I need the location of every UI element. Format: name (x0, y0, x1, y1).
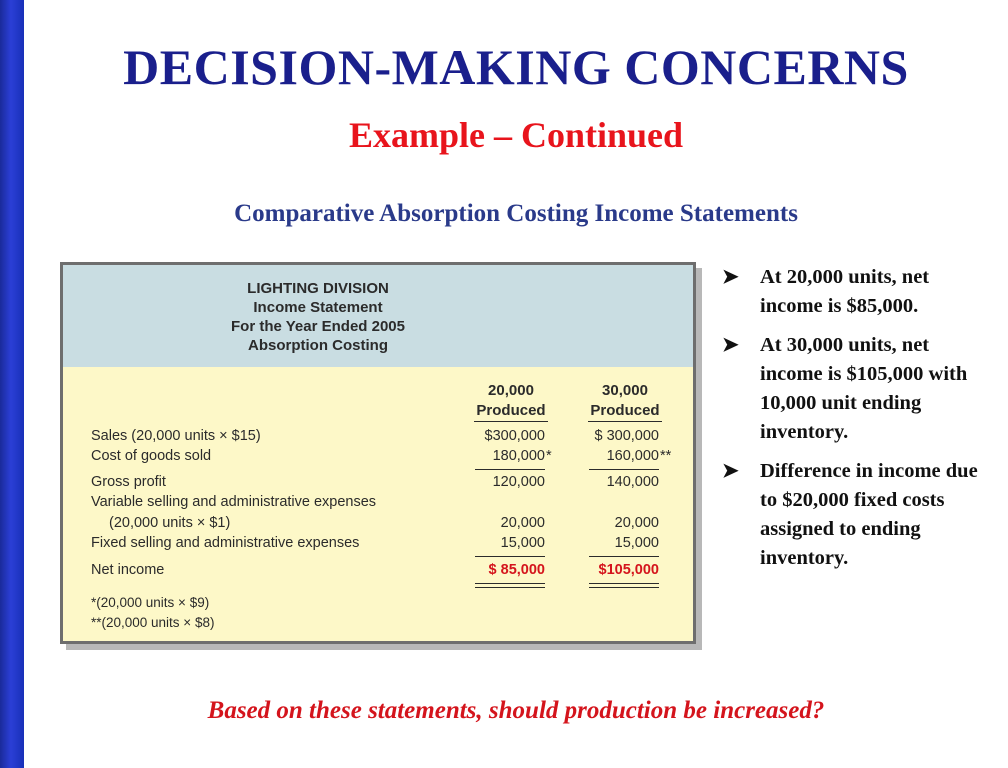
total-double-rule (475, 587, 545, 588)
column-header-units: 30,000 (602, 382, 648, 399)
footnote-30000: **(20,000 units × $8) (91, 615, 215, 630)
arrow-bullet-icon: ➤ (722, 460, 739, 482)
cell-variable-30000: 20,000 (614, 515, 659, 531)
column-header-label: Produced (588, 401, 661, 422)
closing-question: Based on these statements, should production be increased? (207, 697, 825, 724)
slide-subtitle: Example – Continued (348, 115, 684, 155)
column-header-20000 (461, 381, 561, 422)
bullet-text: Difference in income due to $20,000 fixed costs assigned to ending inventory. (760, 460, 978, 569)
row-label-variable-calc: (20,000 units × $1) (109, 515, 231, 531)
arrow-bullet-icon: ➤ (722, 334, 739, 356)
cell-cogs-30000: 160,000 (606, 448, 659, 464)
income-statement (60, 262, 696, 644)
section-heading: Comparative Absorption Costing Income Statements (234, 200, 798, 227)
subtotal-rule (475, 469, 545, 470)
cell-net-income-20000: $ 85,000 (488, 562, 545, 578)
statement-header-line: LIGHTING DIVISION (247, 280, 389, 297)
bullet-text: At 20,000 units, net income is $85,000. (760, 266, 930, 317)
total-double-rule (589, 587, 659, 588)
row-label-gross-profit: Gross profit (91, 474, 166, 490)
subtotal-rule (589, 469, 659, 470)
row-label-sales: Sales (20,000 units × $15) (91, 428, 261, 444)
slide-title: DECISION-MAKING CONCERNS (123, 39, 909, 95)
cell-fixed-30000: 15,000 (614, 535, 659, 551)
cell-sales-30000: $ 300,000 (594, 428, 659, 444)
cell-sales-20000: $300,000 (484, 428, 545, 444)
subtotal-rule (589, 556, 659, 557)
statement-header-line: For the Year Ended 2005 (231, 318, 405, 335)
cell-net-income-30000: $105,000 (598, 562, 659, 578)
left-accent-bar (0, 0, 24, 768)
cell-gross-profit-30000: 140,000 (606, 474, 659, 490)
footnote-mark: ** (660, 448, 672, 464)
cell-variable-20000: 20,000 (500, 515, 545, 531)
bullet-item (722, 263, 992, 321)
cell-fixed-20000: 15,000 (500, 535, 545, 551)
bullet-list (722, 263, 992, 583)
column-header-label: Produced (474, 401, 547, 422)
row-label-net-income: Net income (91, 562, 165, 578)
statement-header-line: Absorption Costing (248, 337, 388, 354)
statement-header (63, 265, 693, 367)
footnote-mark: * (546, 448, 552, 464)
row-label-cogs: Cost of goods sold (91, 448, 212, 464)
cell-cogs-20000: 180,000 (492, 448, 545, 464)
arrow-bullet-icon: ➤ (722, 266, 739, 288)
total-double-rule (475, 583, 545, 584)
bullet-item (722, 457, 992, 573)
bullet-item (722, 331, 992, 447)
row-label-fixed-expenses: Fixed selling and administrative expenses (91, 535, 360, 551)
bullet-text: At 30,000 units, net income is $105,000 with 10,000 unit ending inventory. (760, 334, 968, 443)
column-header-units: 20,000 (488, 382, 534, 399)
row-label-variable-expenses: Variable selling and administrative expenses (91, 494, 377, 510)
statement-header-line: Income Statement (253, 299, 383, 316)
footnote-20000: *(20,000 units × $9) (91, 595, 210, 610)
cell-gross-profit-20000: 120,000 (492, 474, 545, 490)
column-header-30000 (575, 381, 675, 422)
total-double-rule (589, 583, 659, 584)
subtotal-rule (475, 556, 545, 557)
